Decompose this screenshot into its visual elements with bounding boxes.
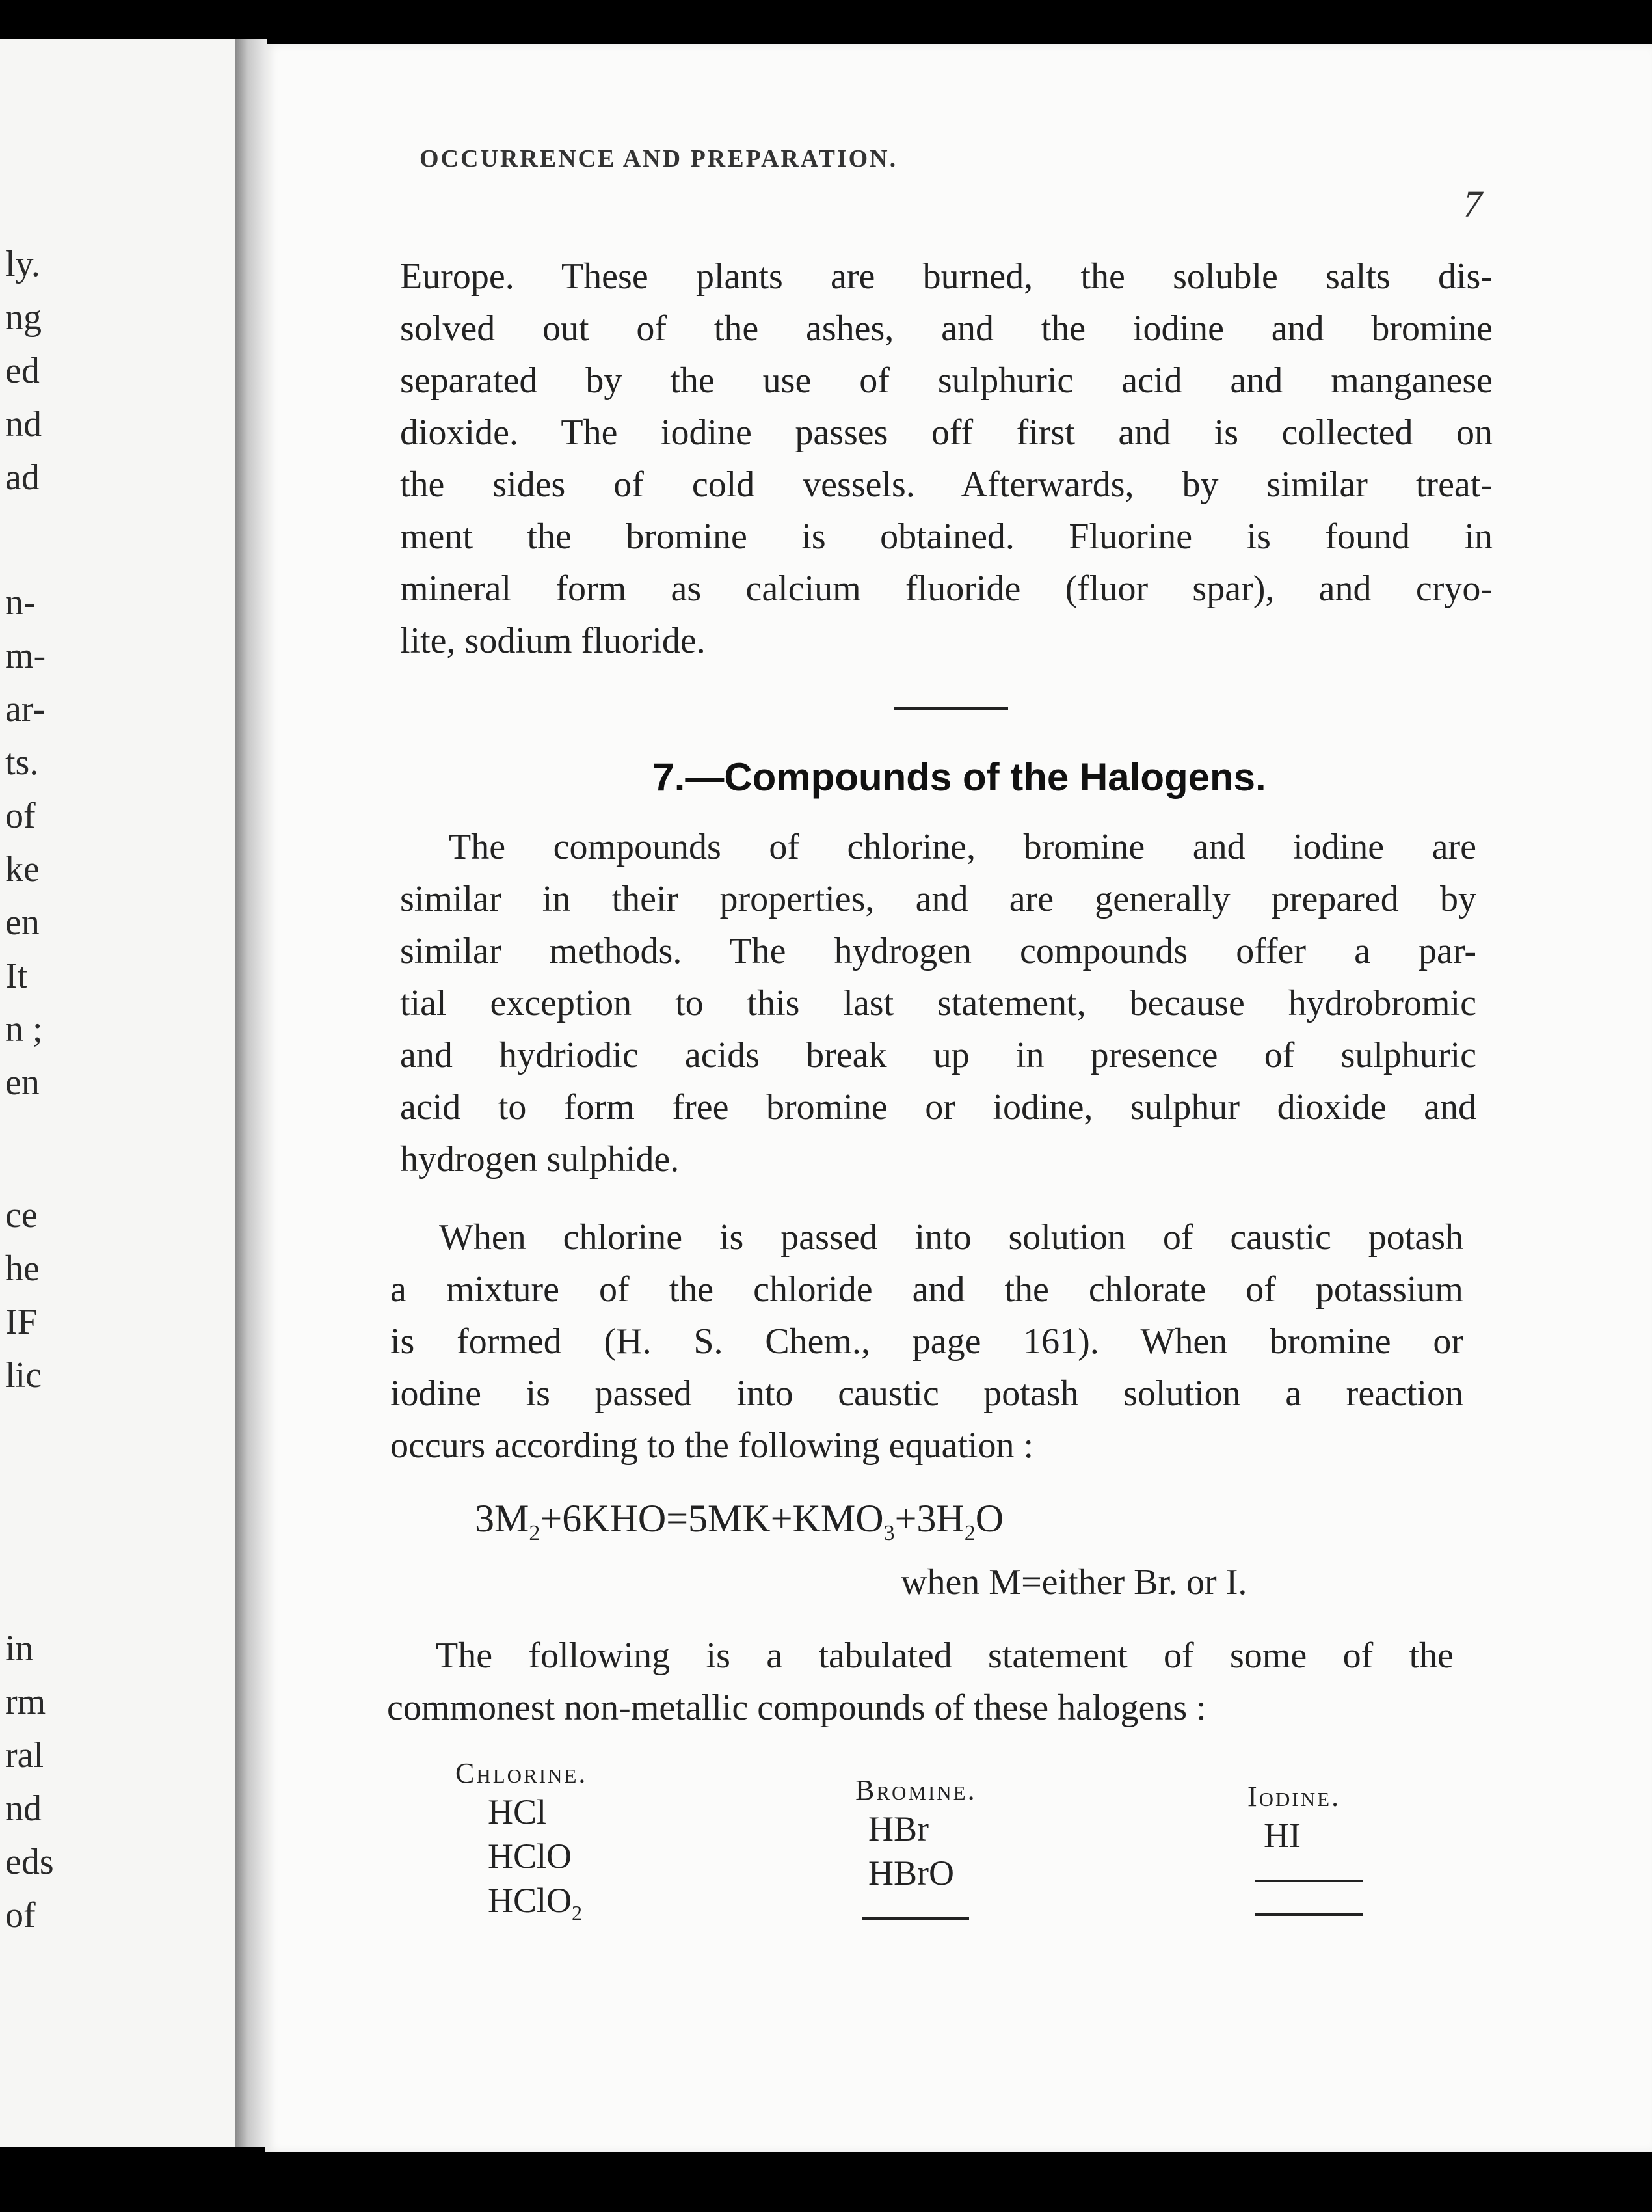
text-line: The following is a tabulated statement of some of the (436, 1636, 1454, 1676)
facing-page-fragment: ts. (5, 742, 39, 783)
empty-cell-dash (862, 1917, 969, 1920)
facing-page-fragment: ad (5, 457, 40, 498)
facing-page-fragment: en (5, 902, 40, 943)
facing-page-fragment: nd (5, 1788, 42, 1829)
text-line: dioxide. The iodine passes off first and is collected on (400, 412, 1493, 453)
facing-page-fragment: he (5, 1248, 40, 1289)
table-column-bromine (855, 1774, 977, 1937)
section-divider (894, 707, 1008, 710)
facing-page-fragment: in (5, 1628, 34, 1669)
text-line: mineral form as calcium fluoride (fluor spar), and cryo- (400, 569, 1493, 609)
facing-page-fragment: eds (5, 1842, 54, 1882)
table-column-iodine (1247, 1780, 1363, 1933)
formula-base: HClO (488, 1881, 572, 1920)
section-title: 7.—Compounds of the Halogens. (652, 755, 1266, 799)
facing-page-fragment: ral (5, 1735, 44, 1775)
text-line: When chlorine is passed into solution of caustic potash (439, 1217, 1463, 1258)
facing-page-fragment: n- (5, 582, 36, 623)
text-line: is formed (H. S. Chem., page 161). When bromine or (390, 1321, 1463, 1362)
text-line: tial exception to this last statement, because hydrobromic (400, 983, 1476, 1023)
equation-subscript: 2 (529, 1521, 540, 1545)
facing-page-fragment: ke (5, 849, 40, 889)
column-heading: Bromine. (855, 1774, 977, 1806)
empty-cell-dash (1255, 1913, 1363, 1916)
table-cell: HClO (488, 1837, 572, 1876)
facing-page-fragment: It (5, 956, 28, 996)
text-line: solved out of the ashes, and the iodine and bromine (400, 308, 1493, 349)
book-gutter (235, 39, 267, 2147)
running-header: OCCURRENCE AND PREPARATION. (420, 145, 898, 172)
facing-page-fragment: ar- (5, 689, 46, 729)
text-line: Europe. These plants are burned, the soluble salts dis- (400, 256, 1493, 297)
text-line: The compounds of chlorine, bromine and iodine are (449, 827, 1476, 867)
facing-page-fragment: lic (5, 1355, 42, 1396)
text-line: acid to form free bromine or iodine, sulphur dioxide and (400, 1087, 1476, 1127)
table-cell: HBr (868, 1809, 929, 1848)
facing-page-fragment: m- (5, 636, 46, 676)
text-line: commonest non-metallic compounds of these halogens : (387, 1688, 1206, 1728)
formula-subscript: 2 (572, 1900, 583, 1924)
text-line: and hydriodic acids break up in presence of sulphuric (400, 1035, 1476, 1075)
facing-page-fragment: nd (5, 404, 42, 444)
table-cell (488, 1878, 587, 1935)
paragraph-compounds (400, 821, 1476, 1185)
text-line: separated by the use of sulphuric acid and manganese (400, 360, 1493, 401)
facing-page-fragment: IF (5, 1302, 38, 1342)
text-line: a mixture of the chloride and the chlorate of potassium (390, 1269, 1463, 1310)
facing-page-fragment: ng (5, 297, 42, 338)
halogen-compounds-table (455, 1757, 1392, 1952)
paragraph-table-intro (387, 1630, 1454, 1734)
text-line: ment the bromine is obtained. Fluorine is found in (400, 517, 1493, 557)
facing-page-fragment: n ; (5, 1009, 43, 1049)
text-line: similar in their properties, and are generally prepared by (400, 879, 1476, 919)
text-line: iodine is passed into caustic potash solution a reaction (390, 1373, 1463, 1414)
equation-subscript: 3 (883, 1521, 895, 1545)
equation-part: 3M (475, 1497, 529, 1540)
column-heading: Chlorine. (455, 1757, 588, 1789)
column-heading: Iodine. (1247, 1781, 1341, 1813)
table-column-chlorine (455, 1757, 587, 1935)
text-line: occurs according to the following equation : (390, 1425, 1034, 1466)
text-line: the sides of cold vessels. Afterwards, by similar treat- (400, 465, 1493, 505)
equation-subscript: 2 (964, 1521, 976, 1545)
facing-page-fragment: en (5, 1062, 40, 1103)
text-line: hydrogen sulphide. (400, 1139, 680, 1180)
empty-cell-dash (1255, 1880, 1363, 1882)
chemical-equation (475, 1496, 1004, 1546)
equation-part: +3H (894, 1497, 965, 1540)
equation-part: O (975, 1497, 1004, 1540)
text-line: lite, sodium fluoride. (400, 621, 706, 661)
facing-page-fragment: ly. (5, 244, 40, 284)
facing-page-fragment: ed (5, 351, 40, 391)
facing-page-fragment: rm (5, 1682, 46, 1722)
facing-page-edge (0, 39, 239, 2147)
facing-page-fragment: of (5, 1895, 36, 1936)
table-cell: HBrO (868, 1854, 954, 1893)
equation-condition: when M=either Br. or I. (901, 1562, 1247, 1602)
paragraph-chlorine-reaction (390, 1211, 1463, 1472)
facing-page-fragment: ce (5, 1195, 38, 1235)
page-number: 7 (1463, 183, 1482, 225)
equation-part: +6KHO=5MK+KMO (540, 1497, 884, 1540)
table-cell: HI (1264, 1816, 1301, 1855)
paragraph-occurrence (400, 250, 1493, 667)
table-cell: HCl (488, 1792, 547, 1831)
facing-page-fragment: of (5, 796, 36, 836)
text-line: similar methods. The hydrogen compounds offer a par- (400, 931, 1476, 971)
